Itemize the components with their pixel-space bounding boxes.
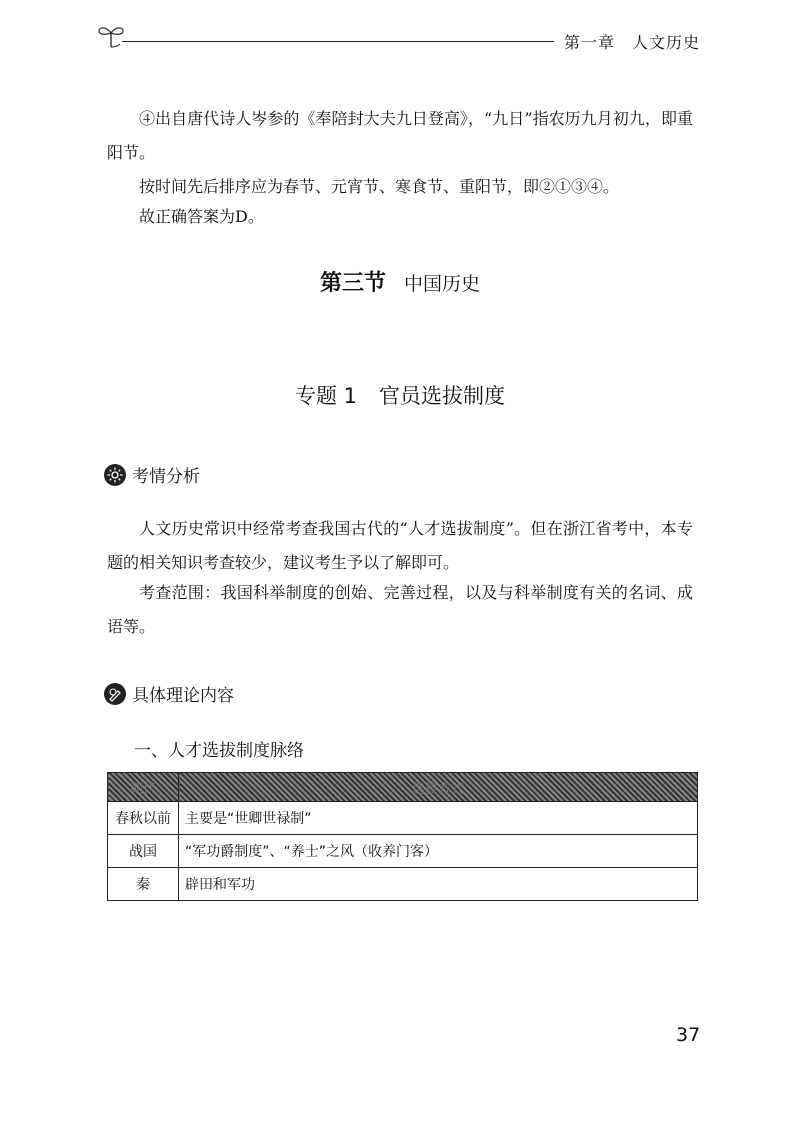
table-cell-method: “军功爵制度”、“养士”之风（收养门客） — [179, 835, 698, 868]
selection-system-table — [107, 772, 698, 901]
outline-subheading: 一、人才选拔制度脉络 — [134, 741, 304, 761]
section-number: 第三节 — [319, 271, 386, 296]
analysis-paragraph-2: 考查范围：我国科举制度的创始、完善过程，以及与科举制度有关的名词、成语等。 — [107, 583, 693, 636]
table-row — [108, 802, 698, 835]
topic-number: 专题 1 — [294, 384, 358, 408]
table-cell-era: 春秋以前 — [108, 802, 179, 835]
sun-icon — [104, 464, 126, 486]
topic-name: 官员选拔制度 — [379, 384, 506, 408]
table-header-era: 朝代 — [108, 773, 179, 802]
table-header-row — [108, 773, 698, 802]
page-number: 37 — [676, 1024, 701, 1046]
topic-title — [0, 380, 800, 410]
theory-heading-label: 具体理论内容 — [132, 686, 234, 706]
analysis-heading-label: 考情分析 — [132, 467, 200, 487]
analysis-heading — [104, 462, 200, 487]
analysis-paragraph-1: 人文历史常识中经常考查我国古代的“人才选拔制度”。但在浙江省考中，本专题的相关知识考查较少，建议考生予以了解即可。 — [107, 519, 693, 572]
section-name: 中国历史 — [404, 273, 481, 295]
pen-icon — [104, 683, 126, 705]
intro-paragraph-2: 按时间先后排序应为春节、元宵节、寒食节、重阳节，即②①③④。 — [139, 177, 620, 196]
table-cell-method: 辟田和军功 — [179, 868, 698, 901]
table-header-method: 选拔方式 — [179, 773, 698, 802]
section-title — [0, 266, 800, 297]
table-row — [108, 868, 698, 901]
sprout-icon — [96, 22, 126, 48]
theory-heading — [104, 681, 234, 706]
table-row — [108, 835, 698, 868]
intro-paragraph-1: ④出自唐代诗人岑参的《奉陪封大夫九日登高》，“九日”指农历九月初九，即重阳节。 — [107, 109, 693, 162]
table-cell-era: 秦 — [108, 868, 179, 901]
table-cell-era: 战国 — [108, 835, 179, 868]
chapter-header: 第一章 人文历史 — [564, 33, 701, 52]
header-rule — [122, 41, 554, 42]
table-cell-method: 主要是“世卿世禄制” — [179, 802, 698, 835]
intro-paragraph-3: 故正确答案为D。 — [139, 207, 264, 226]
